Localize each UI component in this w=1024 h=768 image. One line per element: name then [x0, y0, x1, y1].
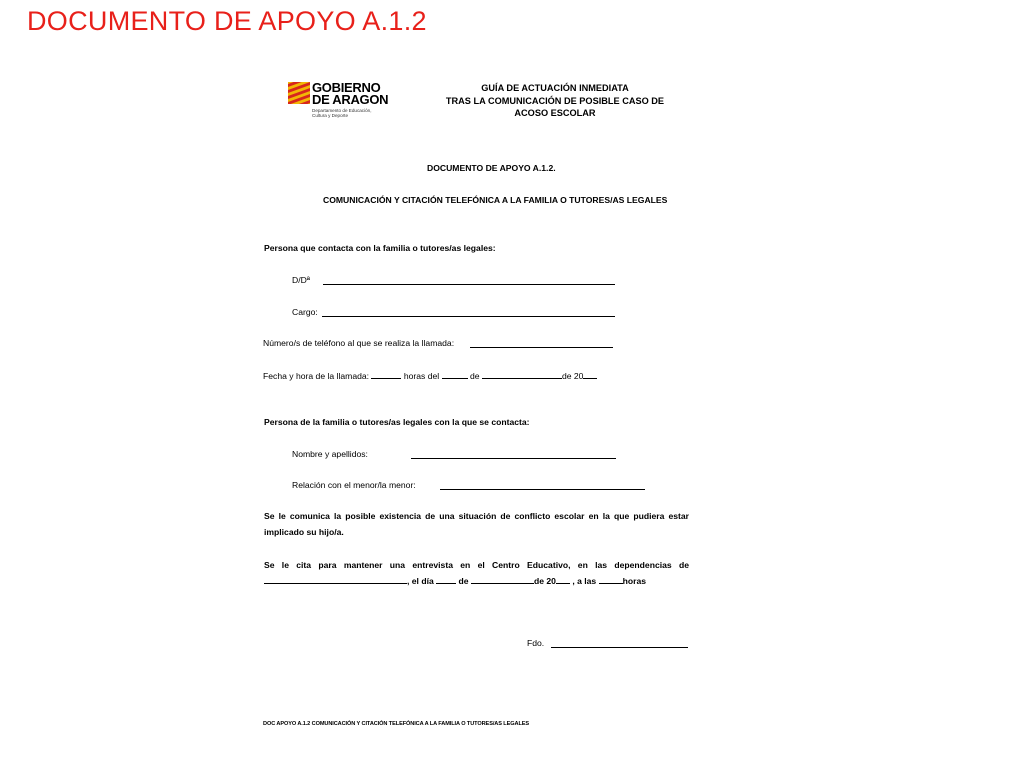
guide-line: TRAS LA COMUNICACIÓN DE POSIBLE CASO DE	[445, 95, 665, 106]
dd-label: D/Dª	[292, 275, 310, 285]
call-time-field[interactable]	[371, 369, 401, 379]
guide-line: ACOSO ESCOLAR	[514, 108, 596, 118]
doc-title: DOCUMENTO DE APOYO A.1.2.	[427, 163, 556, 173]
document-footer: DOC APOYO A.1.2 COMUNICACIÓN Y CITACIÓN TELEFÓNICA A LA FAMILIA O TUTORES/AS LEGALES	[263, 721, 530, 727]
dd-field[interactable]	[323, 284, 615, 285]
cargo-label: Cargo:	[292, 307, 318, 317]
section1-heading: Persona que contacta con la familia o tutores/as legales:	[264, 243, 496, 253]
citation-line-2	[264, 573, 689, 589]
citation-time-field[interactable]	[599, 574, 623, 584]
call-de-label: de	[469, 371, 480, 381]
call-horas-label: horas del	[403, 371, 440, 381]
call-date-row	[263, 369, 597, 381]
communication-line-1: Se le comunica la posible existencia de una situación de conflicto escolar en la que pudiera estar	[264, 511, 689, 521]
signature-field[interactable]	[551, 647, 688, 648]
call-year-label: de 20	[561, 371, 584, 381]
relation-label: Relación con el menor/la menor:	[292, 480, 416, 490]
signature-label: Fdo.	[527, 638, 545, 648]
citation-year: de 20	[533, 576, 556, 586]
citation-a-las: , a las	[572, 576, 597, 586]
call-month-field[interactable]	[482, 369, 562, 379]
cargo-field[interactable]	[322, 316, 615, 317]
call-day-field[interactable]	[442, 369, 468, 379]
citation-month-field[interactable]	[471, 574, 534, 584]
citation-year-field[interactable]	[556, 574, 570, 584]
citation-de: de	[458, 576, 469, 586]
call-date-prefix: Fecha y hora de la llamada:	[263, 371, 370, 381]
name-label: Nombre y apellidos:	[292, 449, 368, 459]
communication-line-2: implicado su hijo/a.	[264, 527, 344, 537]
guide-header	[440, 82, 670, 120]
aragon-flag-icon	[288, 82, 310, 104]
citation-place-field[interactable]	[264, 574, 407, 584]
logo-line-2: DE ARAGON	[312, 92, 389, 107]
citation-paragraph	[264, 557, 689, 589]
logo-line-1: GOBIERNO	[312, 80, 381, 95]
communication-paragraph	[264, 508, 689, 540]
doc-subtitle: COMUNICACIÓN Y CITACIÓN TELEFÓNICA A LA FAMILIA O TUTORES/AS LEGALES	[323, 195, 668, 205]
call-year-field[interactable]	[583, 369, 597, 379]
citation-el-dia: , el día	[407, 576, 434, 586]
relation-field[interactable]	[440, 489, 645, 490]
slide-title: DOCUMENTO DE APOYO A.1.2	[27, 6, 427, 36]
guide-line: GUÍA DE ACTUACIÓN INMEDIATA	[481, 83, 629, 93]
citation-day-field[interactable]	[436, 574, 456, 584]
phone-field[interactable]	[470, 347, 613, 348]
phone-label: Número/s de teléfono al que se realiza la llamada:	[263, 338, 455, 348]
logo-sub-1: Departamento de Educación,	[312, 108, 372, 113]
citation-horas: horas	[622, 576, 647, 586]
citation-line-1: Se le cita para mantener una entrevista en el Centro Educativo, en las dependencias de	[264, 560, 689, 570]
logo-sub-2: Cultura y Deporte	[312, 113, 349, 118]
name-field[interactable]	[411, 458, 616, 459]
section2-heading: Persona de la familia o tutores/as legales con la que se contacta:	[264, 417, 530, 427]
